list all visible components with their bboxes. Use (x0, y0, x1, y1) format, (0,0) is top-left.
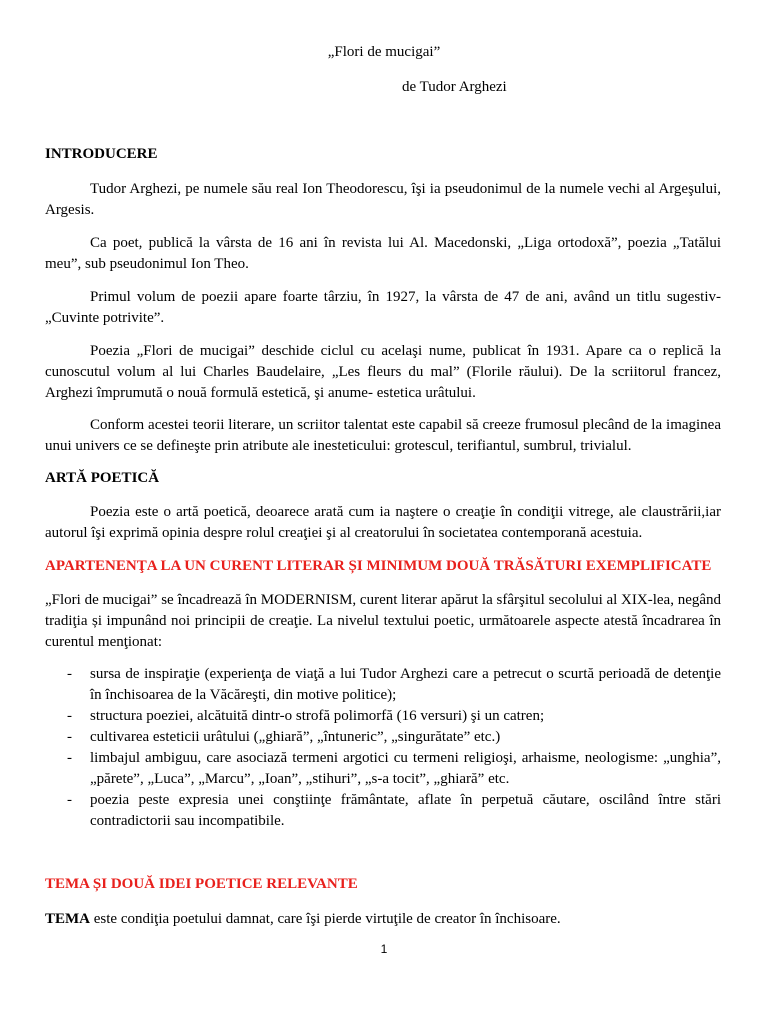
list-item: - poezia peste expresia unei conştiinţe frământate, aflate în perpetuă căutare, oscilând între stări contradictorii sau incompatibile. (67, 792, 721, 829)
page-number: 1 (380, 942, 388, 956)
tema-label: TEMA (45, 911, 90, 927)
list-item: - cultivarea esteticii urâtului („ghiară”, „întuneric”, „singurătate” etc.) (67, 729, 501, 745)
tema-text: este condiţia poetului damnat, care îşi pierde virtuţile de creator în închisoare. (90, 911, 561, 927)
heading-curent-literar: APARTENENŢA LA UN CURENT LITERAR ȘI MINIMUM DOUĂ TRĂSĂTURI EXEMPLIFICATE (45, 558, 712, 574)
list-item: - structura poeziei, alcătuită dintr-o strofă polimorfă (16 versuri) şi un catren; (67, 708, 545, 724)
intro-paragraph-2: Ca poet, publică la vârsta de 16 ani în revista lui Al. Macedonski, „Liga ortodoxă”, poezia „Tatălui meu”, sub pseudonimul Ion Theo. (45, 235, 721, 272)
modernism-features-list (45, 664, 721, 832)
curent-paragraph: „Flori de mucigai” se încadrează în MODERNISM, curent literar apărut la sfârşitul secolului al XIX-lea, negând tradiţia și impunând noi principii de creaţie. La nivelul textului poetic, următoarele aspecte atestă încadrarea în curentul menţionat: (45, 592, 722, 650)
list-item: - sursa de inspiraţie (experienţa de viaţă a lui Tudor Arghezi care a petrecut o scurtă perioadă de detenţie în închisoarea de la Văcăreşti, din motive politice); (67, 666, 721, 703)
arta-paragraph: Poezia este o artă poetică, deoarece arată cum ia naştere o creaţie în condiţii vitrege, ale claustrării,iar autorul îşi exprimă opinia despre rolul creaţiei şi al creatorului în societatea contemporană acestuia. (45, 504, 721, 541)
heading-introducere: INTRODUCERE (45, 146, 158, 162)
intro-paragraph-5: Conform acestei teorii literare, un scriitor talentat este capabil să creeze frumosul plecând de la imaginea unui univers ce se defineşte prin atribute ale inesteticului: grotescul, terifiantul, sumbrul, trivialul. (45, 417, 721, 454)
document-author: de Tudor Arghezi (402, 79, 507, 95)
heading-arta-poetica: ARTĂ POETICĂ (45, 470, 160, 486)
list-item: - limbajul ambiguu, care asociază termeni argotici cu termeni religioşi, arhaisme, neologisme: „unghia”, „părete”, „Luca”, „Marcu”, „Ioan”, „stihuri”, „s-a tocit”, „ghiară” etc. (67, 750, 721, 787)
intro-paragraph-4: Poezia „Flori de mucigai” deschide ciclul cu acelaşi nume, publicat în 1931. Apare ca o replică la cunoscutul volum al lui Charles Baudelaire, „Les fleurs du mal” (Florile răului). De la scriitorul francez, Arghezi împrumută o nouă formulă estetică, şi anume- estetica urâtului. (45, 343, 721, 401)
intro-paragraph-3: Primul volum de poezii apare foarte târziu, în 1927, la vârsta de 47 de ani, având un titlu sugestiv- „Cuvinte potrivite”. (45, 289, 721, 326)
intro-paragraph-1: Tudor Arghezi, pe numele său real Ion Theodorescu, îşi ia pseudonimul de la numele vechi al Argeşului, Argesis. (45, 181, 721, 218)
document-title: „Flori de mucigai” (327, 44, 441, 60)
tema-paragraph (45, 909, 721, 930)
heading-tema: TEMA ȘI DOUĂ IDEI POETICE RELEVANTE (45, 876, 358, 892)
